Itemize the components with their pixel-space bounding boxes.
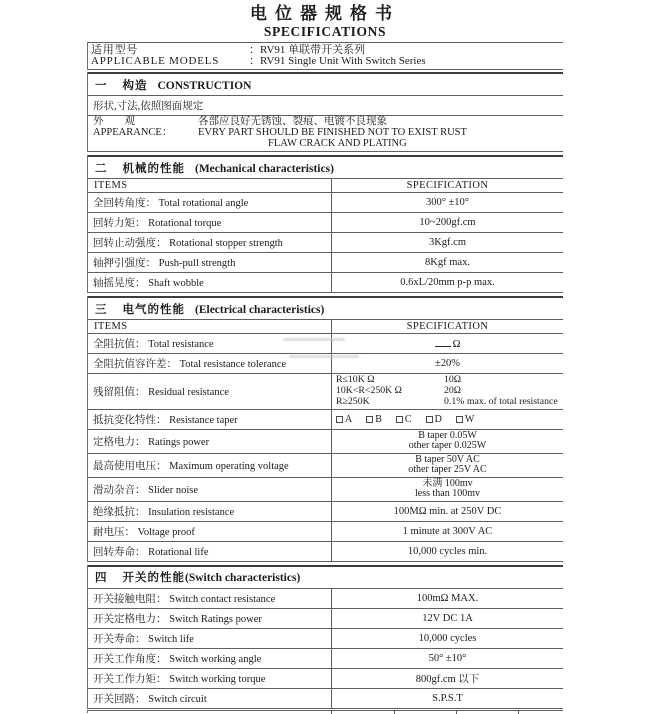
table-row-switch-contact-resistance [88,589,563,609]
table-row-max-operating-voltage [88,454,563,478]
checkbox-icon [426,416,433,423]
row-spec [331,430,563,453]
appearance-line-en [88,128,563,139]
taper-option-b [366,414,382,425]
row-label: 开关定格电力： Switch Ratings power [93,613,262,625]
taper-option-label: W [464,413,475,425]
taper-option-label: B [375,413,382,425]
row-label: 耐电压： Voltage proof [93,526,195,538]
section-title-en: (Mechanical characteristics) [195,162,334,175]
checkbox-icon [396,416,403,423]
taper-option-label: C [404,413,412,425]
row-spec: 12V DC 1A [331,609,563,628]
section-construction [87,72,563,152]
row-spec: 10,000 cycles [331,629,563,648]
row-spec: 800gf.cm 以下 [331,669,563,688]
section-title-en: CONSTRUCTION [157,79,252,92]
checkbox-icon [456,416,463,423]
table-row-slider-noise [88,478,563,502]
spec-line-1: 未满 100mv [422,477,473,489]
table-row-ratings-power [88,430,563,454]
row-spec: 10~200gf.cm [331,213,563,232]
row-label: 回转寿命： Rotational life [93,546,209,558]
taper-option-label: D [434,413,442,425]
row-spec: S.P.S.T [331,689,563,708]
table-row-rotational-life [88,542,563,562]
spec-line-1: B taper 0.05W [418,429,477,441]
appearance-label-cn: 外 观 [93,116,135,127]
col-header-specification: SPECIFICATION [331,179,563,192]
section-mechanical [87,155,563,293]
table-row-switch-working-torque [88,669,563,689]
table-divider-tick [518,711,519,714]
table-row-rotational-torque [88,213,563,233]
checkbox-icon [366,416,373,423]
electrical-table-header [88,320,563,334]
table-divider-tick [456,711,457,714]
table-row-voltage-proof [88,522,563,542]
table-row-push-pull-strength [88,253,563,273]
row-label: 开关工作力矩： Switch working torque [93,673,266,685]
residual-value: 20Ω [444,385,462,397]
table-row-resistance-taper [88,410,563,430]
watermark-smudge [283,338,359,358]
row-label: 轴押引强度： Push-pull strength [93,258,236,270]
residual-value: 10Ω [444,374,462,386]
row-label: 定格电力： Ratings power [93,436,210,448]
spec-line-2: other taper 0.025W [408,440,487,452]
section-title-en: (Electrical characteristics) [195,303,325,316]
col-header-specification: SPECIFICATION [331,320,563,333]
spec-sheet-document [87,4,563,713]
section-electrical [87,296,563,561]
row-spec: 1 minute at 300V AC [331,522,563,541]
row-spec: 100MΩ min. at 250V DC [331,502,563,521]
row-spec [331,478,563,501]
table-divider-tick [394,711,395,714]
section-number: 二 [95,162,107,175]
appearance-value-en-cont: FLAW CRACK AND PLATING [268,137,407,149]
row-label: 回转止动强度： Rotational stopper strength [93,238,283,250]
residual-range: R≤10K Ω [336,374,375,386]
blank-fill-line [435,338,451,347]
resistance-unit: Ω [452,338,461,350]
col-header-items: ITEMS [94,321,128,333]
row-label: 轴摇晃度： Shaft wobble [93,278,204,290]
section-number: 三 [95,303,107,316]
table-row-total-rotational-angle [88,193,563,213]
applicable-models-value-cn: ：RV91 单联带开关系列 [249,44,366,56]
row-label: 开关工作角度： Switch working angle [93,653,262,665]
row-label: 全阻抗值： Total resistance [93,339,214,351]
section-switch-header [88,565,563,589]
table-row-insulation-resistance [88,502,563,522]
row-spec: 10,000 cycles min. [331,542,563,561]
section-title-cn: 构造 [122,79,148,92]
row-label: 抵抗变化特性： Resistance taper [93,414,238,426]
document-title-chinese: 电位器规格书 [250,4,400,23]
row-spec: 300° ±10° [331,193,563,212]
table-row-switch-ratings-power [88,609,563,629]
row-label: 最高使用电压： Maximum operating voltage [93,460,289,472]
row-spec [331,374,563,408]
residual-line-3 [336,397,561,408]
row-label: 开关接触电阻： Switch contact resistance [93,593,276,605]
appearance-value-en: EVRY PART SHOULD BE FINISHED NOT TO EXIST RUST [198,126,467,138]
cutoff-table-row [87,710,563,713]
appearance-row [88,116,563,152]
spec-line-2: less than 100mv [415,488,480,500]
spec-line-1: B taper 50V AC [415,453,480,465]
appearance-value-cn: 各部应良好无锈蚀、裂痕、电镀不良现象 [198,116,387,127]
taper-option-d [426,414,442,425]
row-spec [331,410,563,429]
row-spec: 3Kgf.cm [331,233,563,252]
watermark-line [283,338,345,341]
row-spec: 8Kgf max. [331,253,563,272]
table-row-shaft-wobble [88,273,563,293]
row-spec [331,454,563,477]
table-row-switch-working-angle [88,649,563,669]
total-resistance-blank-and-unit [334,338,561,350]
section-electrical-header [88,296,563,320]
row-label: 绝缘抵抗： Insulation resistance [93,506,235,518]
row-label: 全阻抗值容许差： Total resistance tolerance [93,359,287,371]
section-construction-header [88,72,563,96]
section-title-cn: 电气的性能 [122,303,185,316]
applicable-models-block [87,42,563,70]
applicable-models-value-en: ：RV91 Single Unit With Switch Series [249,55,426,67]
section-number: 一 [95,79,107,92]
residual-value: 0.1% max. of total resistance [444,395,558,407]
section-mechanical-header [88,155,563,179]
row-label: 全回转角度： Total rotational angle [93,198,249,210]
taper-option-a [336,414,352,425]
section-title-en: (Switch characteristics) [185,572,301,585]
row-spec: 50° ±10° [331,649,563,668]
section-number: 四 [95,572,107,585]
spec-line-2: other taper 25V AC [408,464,487,476]
row-spec [331,334,563,353]
row-label: 回转力矩： Rotational torque [93,218,222,230]
row-label: 开关寿命： Switch life [93,633,194,645]
col-header-items: ITEMS [94,180,128,192]
row-spec: 0.6xL/20mm p-p max. [331,273,563,292]
row-label: 开关回路： Switch circuit [93,693,207,705]
table-row-rotational-stopper-strength [88,233,563,253]
document-title-english: SPECIFICATIONS [263,24,387,39]
table-divider-tick [331,711,332,714]
shape-row [88,96,563,116]
row-spec: ±20% [331,354,563,373]
mechanical-table-header [88,179,563,193]
checkbox-icon [336,416,343,423]
residual-range: R≥250K [336,395,370,407]
appearance-label-en: APPEARANCE： [93,126,173,138]
section-switch [87,565,563,709]
applicable-models-label-cn: 适用型号 [91,44,139,56]
taper-option-c [396,414,412,425]
applicable-models-row-en [91,56,563,67]
table-row-residual-resistance [88,374,563,409]
table-row-switch-circuit [88,689,563,709]
taper-option-w [456,414,474,425]
shape-row-text: 形状,寸法,依照图面规定 [93,101,204,112]
applicable-models-label-en: APPLICABLE MODELS [91,55,220,67]
section-title-cn: 机械的性能 [122,162,185,175]
residual-range: 10K<R<250K Ω [336,385,402,397]
row-label: 残留阻值： Residual resistance [93,387,229,399]
row-label: 滑动杂音： Slider noise [93,484,198,496]
section-title-cn: 开关的性能 [122,572,185,585]
watermark-line [289,355,359,358]
row-spec: 100mΩ MAX. [331,589,563,608]
taper-option-label: A [345,413,353,425]
